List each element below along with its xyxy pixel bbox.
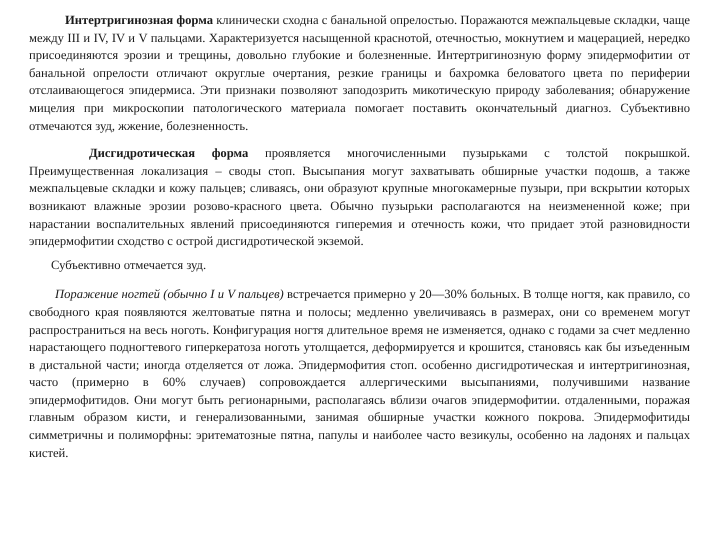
paragraph-text: клинически сходна с банальной опрелостью. Поражаются межпальцевые складки, чаще между III и IV, IV и V пальцами. Характеризуется насыщенной краснотой, отечностью, мокнутием и мацерацией, нередко присоединяются эрозии и трещины, довольно глубокие и болезненные. Интертригинозную форму эпидермофитии от банальной опрелости отличают округлые очертания, резкие границы и бахромка беловатого цвета по периферии отслаивающегося эпидермиса. Эти признаки позволяют заподозрить микотическую природу заболевания; обнаружение мицелия при микроскопии патологического материала помогает поставить окончательный диагноз. Субъективно отмечаются зуд, жжение, болезненность. (29, 13, 690, 133)
paragraph-nail-lesion (29, 286, 690, 462)
paragraph-subjective-itch (29, 257, 690, 275)
term-nail-lesion: Поражение ногтей (обычно I и V пальцев) (55, 287, 284, 302)
paragraph-intertriginous-form (29, 12, 690, 135)
term-intertriginous-form: Интертригинозная форма (65, 13, 214, 27)
paragraph-text: встречается примерно у 20—30% больных. В толще ногтя, как правило, со свободного края появляются желтоватые пятна и полосы; медленно увеличиваясь в размерах, они со временем могут распространиться на весь ноготь. Конфигурация ногтя длительное время не изменяется, однако с годами за счет медленно нарастающего подногтевого гиперкератоза ноготь утолщается, деформируется и крошится, становясь как бы изъеденным в дистальной части; иногда отделяется от ложа. Эпидермофития стоп. особенно дисгидротическая и интертригинозная, часто (примерно в 60% случаев) сопровождается аллергическими высыпаниями, получившими название эпидермофитидов. Они могут быть регионарными, располагаясь вблизи очагов эпидермофитии. отдаленными, поражая главным образом кисти, и генерализованными, занимая обширные участки кожного покрова. Эпидермофитиды симметричны и полиморфны: эритематозные пятна, папулы и наиболее часто везикулы, особенно на ладонях и пальцах кистей. (29, 287, 690, 460)
term-dyshidrotic-form: Дисгидротическая форма (89, 146, 249, 161)
paragraph-text: Субъективно отмечается зуд. (51, 257, 207, 272)
paragraph-text: проявляется многочисленными пузырьками с толстой покрышкой. Преимущественная локализация – своды стоп. Высыпания могут захватывать обширные участки подошв, а также межпальцевые складки и кожу пальцев; сливаясь, они образуют крупные многокамерные пузыри, при вскрытии которых возникают влажные эрозии розово-красного цвета. Обычно пузырьки располагаются на неизмененной коже; при нарастании воспалительных явлений присоединяются гиперемия и отечность кожи, что придает этой разновидности эпидермофитии сходство с острой дисгидротической экземой. (29, 146, 690, 249)
paragraph-dyshidrotic-form (29, 145, 690, 251)
